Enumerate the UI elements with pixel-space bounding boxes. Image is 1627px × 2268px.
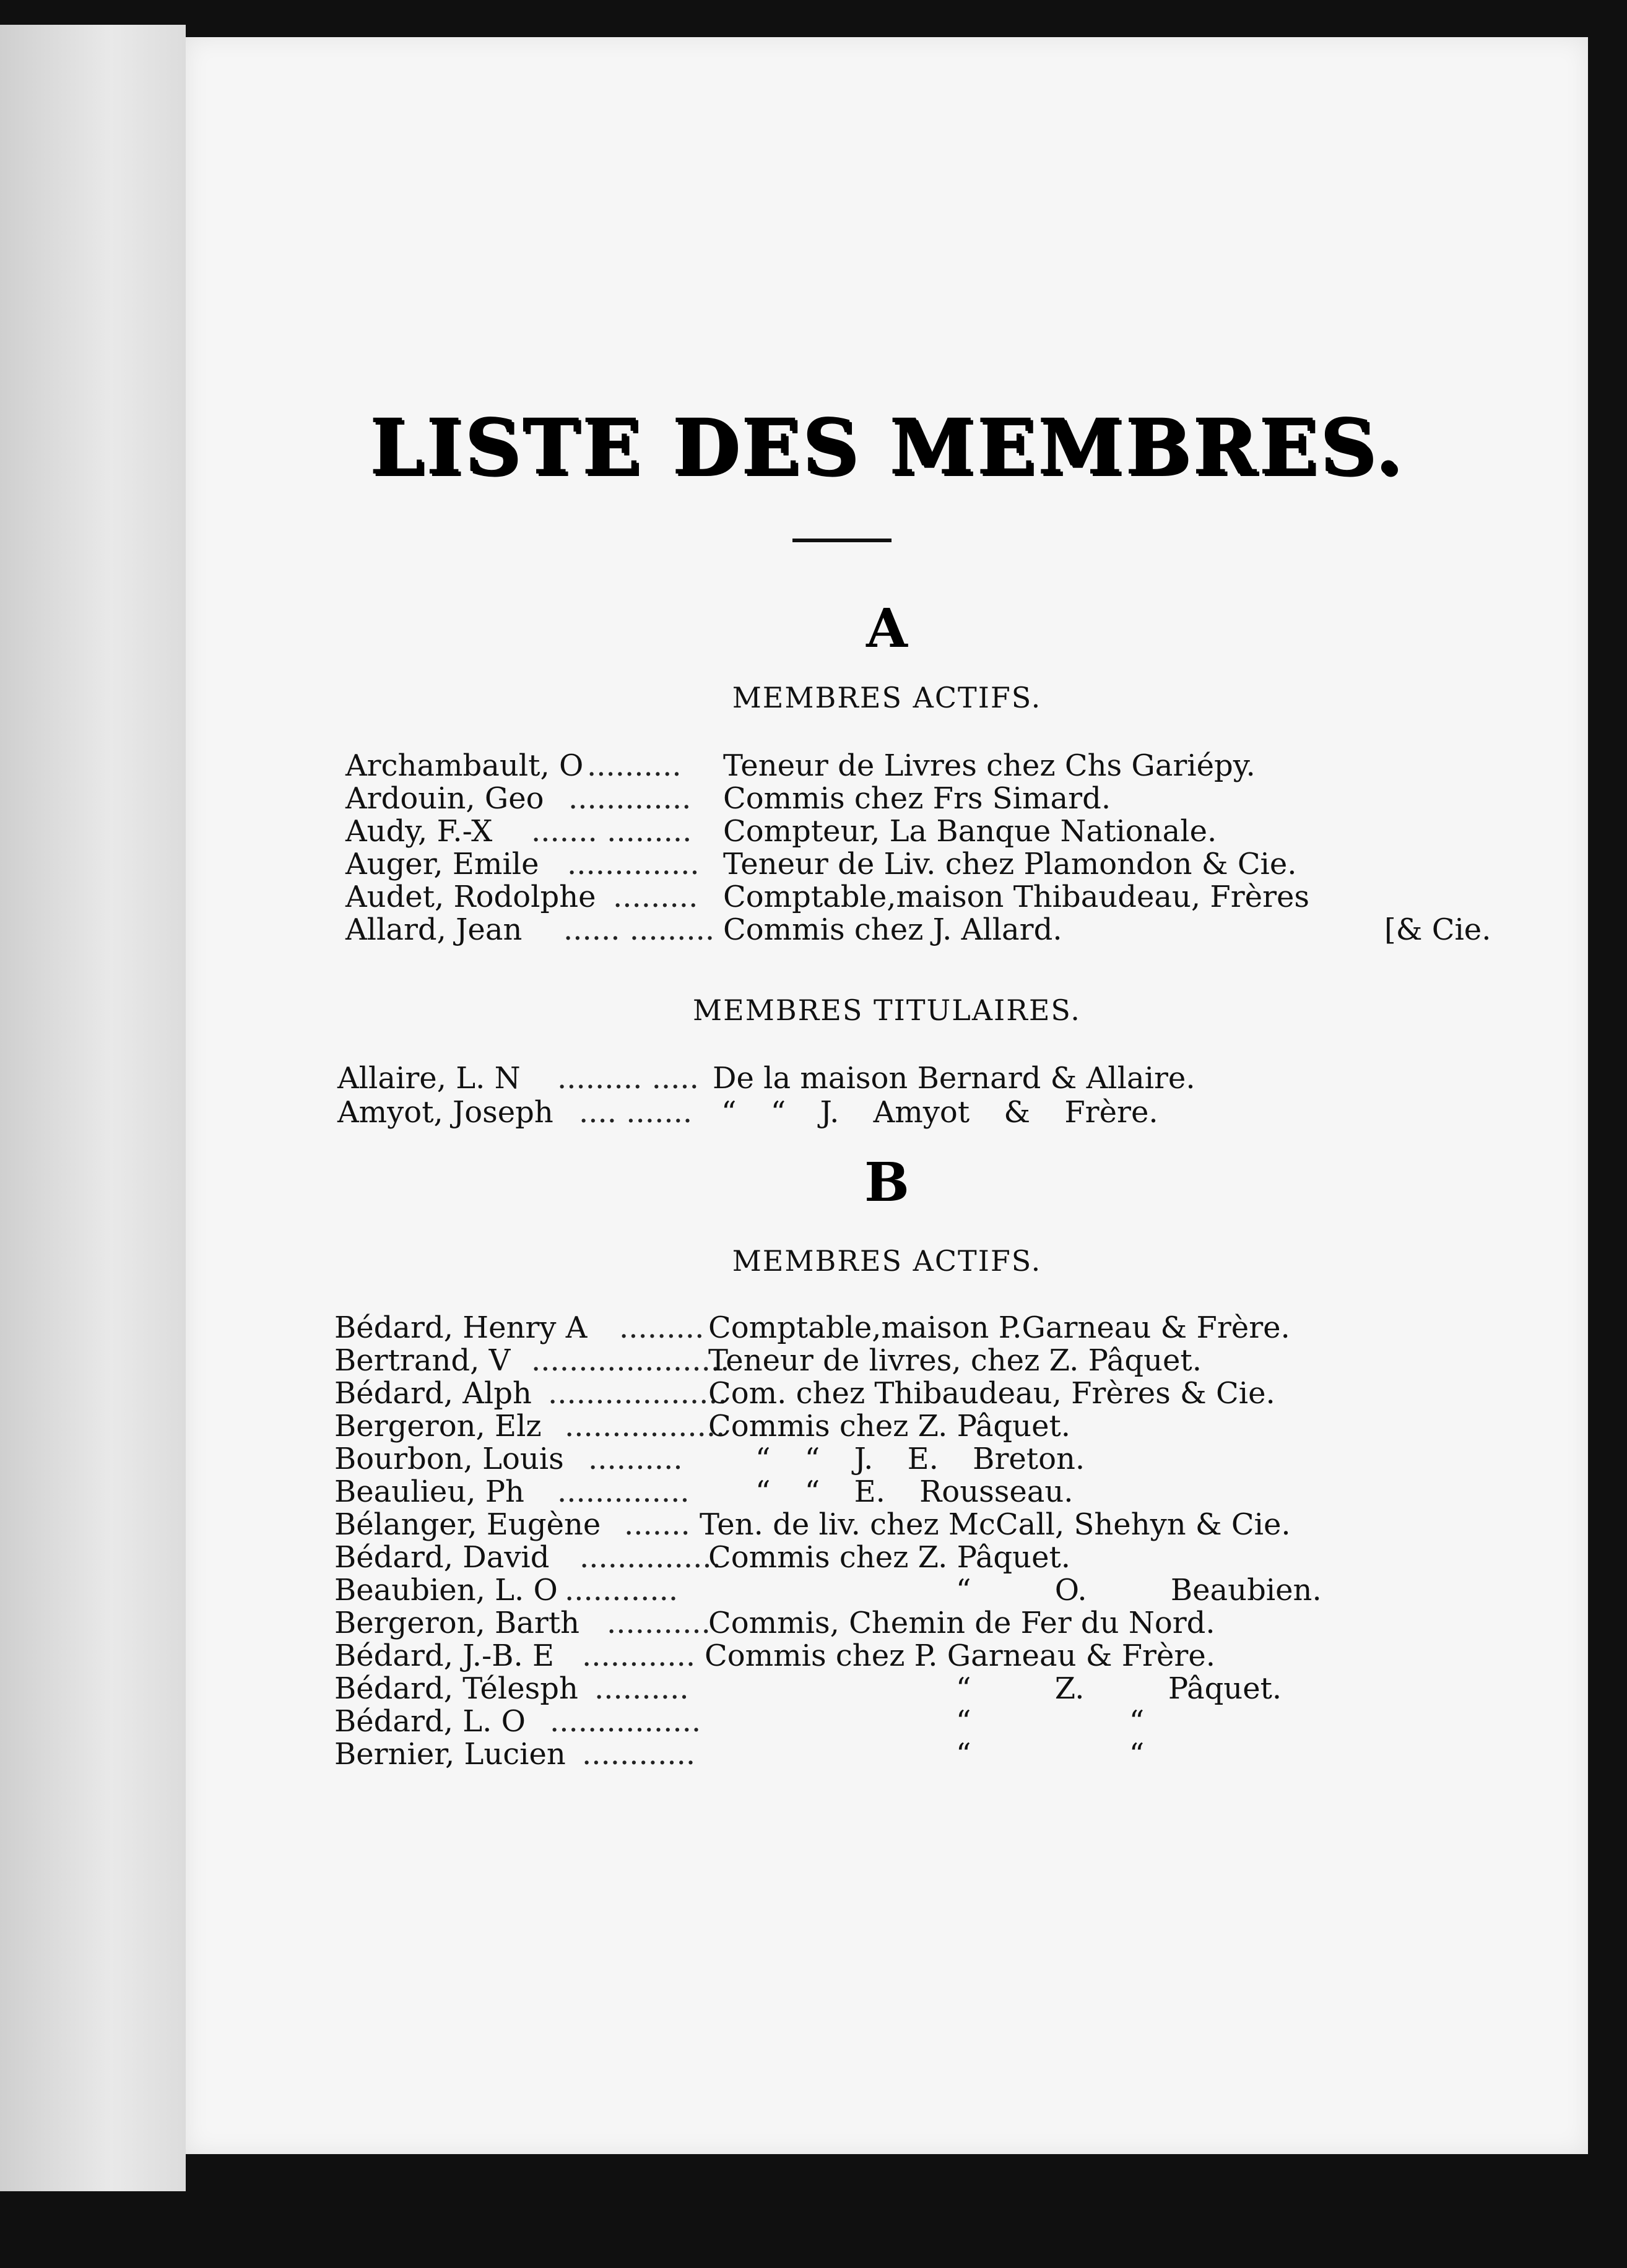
member-name: Bédard, Henry A	[334, 1310, 588, 1345]
member-occupation: “ “	[956, 1704, 1145, 1739]
member-occupation: Commis, Chemin de Fer du Nord.	[708, 1606, 1215, 1640]
member-name: Ardouin, Geo	[345, 781, 544, 816]
member-occupation: Compteur, La Banque Nationale.	[723, 814, 1217, 849]
leader-dots: .................	[565, 1409, 726, 1443]
leader-dots: ..........	[588, 1442, 683, 1476]
member-name: Auger, Emile	[345, 847, 539, 881]
member-name: Bédard, Alph	[334, 1376, 532, 1411]
member-name: Bertrand, V	[334, 1343, 511, 1378]
member-name: Bédard, David	[334, 1540, 550, 1575]
leader-dots: .........	[619, 1310, 705, 1345]
member-name: Bernier, Lucien	[334, 1737, 566, 1772]
leader-dots: ..............	[557, 1474, 690, 1509]
document-page	[186, 37, 1588, 2154]
member-name: Bédard, Télesph	[334, 1671, 578, 1706]
section-a-titulaires-heading: MEMBRES TITULAIRES.	[693, 993, 1081, 1027]
member-occupation: Comptable,maison P.Garneau & Frère.	[708, 1310, 1290, 1345]
section-letter-a: A	[866, 597, 908, 660]
member-occupation: Commis chez Z. Pâquet.	[708, 1409, 1071, 1443]
member-occupation: “ O. Beaubien.	[956, 1573, 1322, 1608]
leader-dots: ............	[582, 1638, 696, 1673]
leader-dots: ..............	[567, 847, 700, 881]
member-occupation: “ “	[956, 1737, 1145, 1772]
member-name: Bergeron, Barth	[334, 1606, 580, 1640]
member-name: Allard, Jean	[345, 912, 523, 947]
member-occupation: Commis chez P. Garneau & Frère.	[705, 1638, 1215, 1673]
leader-dots: .....................	[531, 1343, 730, 1378]
leader-dots: ...................	[548, 1376, 727, 1411]
leader-dots: .......	[624, 1507, 690, 1542]
member-name: Audy, F.-X	[345, 814, 493, 849]
member-occupation-continuation: [& Cie.	[1384, 912, 1491, 947]
member-occupation: Teneur de Livres chez Chs Gariépy.	[723, 748, 1256, 783]
leader-dots: ...............	[579, 1540, 721, 1575]
leader-dots: ............	[565, 1573, 679, 1608]
facing-page-edge	[0, 25, 186, 2191]
member-name: Beaulieu, Ph	[334, 1474, 524, 1509]
leader-dots: ....... .........	[531, 814, 692, 849]
member-occupation: Teneur de livres, chez Z. Pâquet.	[708, 1343, 1202, 1378]
list-item	[345, 912, 1491, 947]
member-occupation: Com. chez Thibaudeau, Frères & Cie.	[708, 1376, 1275, 1411]
title-rule	[792, 539, 892, 542]
leader-dots: .............	[568, 781, 692, 816]
section-b-actifs-heading: MEMBRES ACTIFS.	[732, 1244, 1042, 1278]
member-occupation: “ “ E. Rousseau.	[755, 1474, 1074, 1509]
member-occupation: Commis chez Frs Simard.	[723, 781, 1111, 816]
member-occupation: “ Z. Pâquet.	[956, 1671, 1282, 1706]
leader-dots: ...........	[607, 1606, 711, 1640]
leader-dots: ................	[550, 1704, 701, 1739]
member-name: Amyot, Joseph	[337, 1095, 553, 1130]
member-name: Bergeron, Elz	[334, 1409, 542, 1443]
page-title: LISTE DES MEMBRES.	[369, 402, 1405, 492]
leader-dots: .... .......	[579, 1095, 693, 1130]
member-occupation: Commis chez Z. Pâquet.	[708, 1540, 1071, 1575]
member-name: Archambault, O	[345, 748, 584, 783]
leader-dots: ............	[582, 1737, 696, 1772]
member-occupation: Teneur de Liv. chez Plamondon & Cie.	[723, 847, 1297, 881]
member-name: Allaire, L. N	[337, 1061, 521, 1096]
member-occupation: De la maison Bernard & Allaire.	[713, 1061, 1195, 1096]
member-name: Bélanger, Eugène	[334, 1507, 601, 1542]
member-occupation: “ “ J. E. Breton.	[755, 1442, 1085, 1476]
member-occupation: Ten. de liv. chez McCall, Shehyn & Cie.	[700, 1507, 1291, 1542]
member-name: Beaubien, L. O	[334, 1573, 558, 1608]
member-name: Bourbon, Louis	[334, 1442, 564, 1476]
member-name: Audet, Rodolphe	[345, 880, 596, 914]
member-occupation: “ “ J. Amyot & Frère.	[721, 1095, 1158, 1130]
leader-dots: .........	[613, 880, 698, 914]
section-letter-b: B	[864, 1151, 909, 1214]
member-occupation: Commis chez J. Allard.	[723, 912, 1062, 947]
section-a-actifs-heading: MEMBRES ACTIFS.	[732, 681, 1042, 714]
leader-dots: ..........	[594, 1671, 689, 1706]
leader-dots: ..........	[587, 748, 682, 783]
member-occupation: Comptable,maison Thibaudeau, Frères	[723, 880, 1310, 914]
leader-dots: ......... .....	[557, 1061, 699, 1096]
leader-dots: ...... .........	[563, 912, 715, 947]
member-name: Bédard, J.-B. E	[334, 1638, 555, 1673]
member-name: Bédard, L. O	[334, 1704, 526, 1739]
